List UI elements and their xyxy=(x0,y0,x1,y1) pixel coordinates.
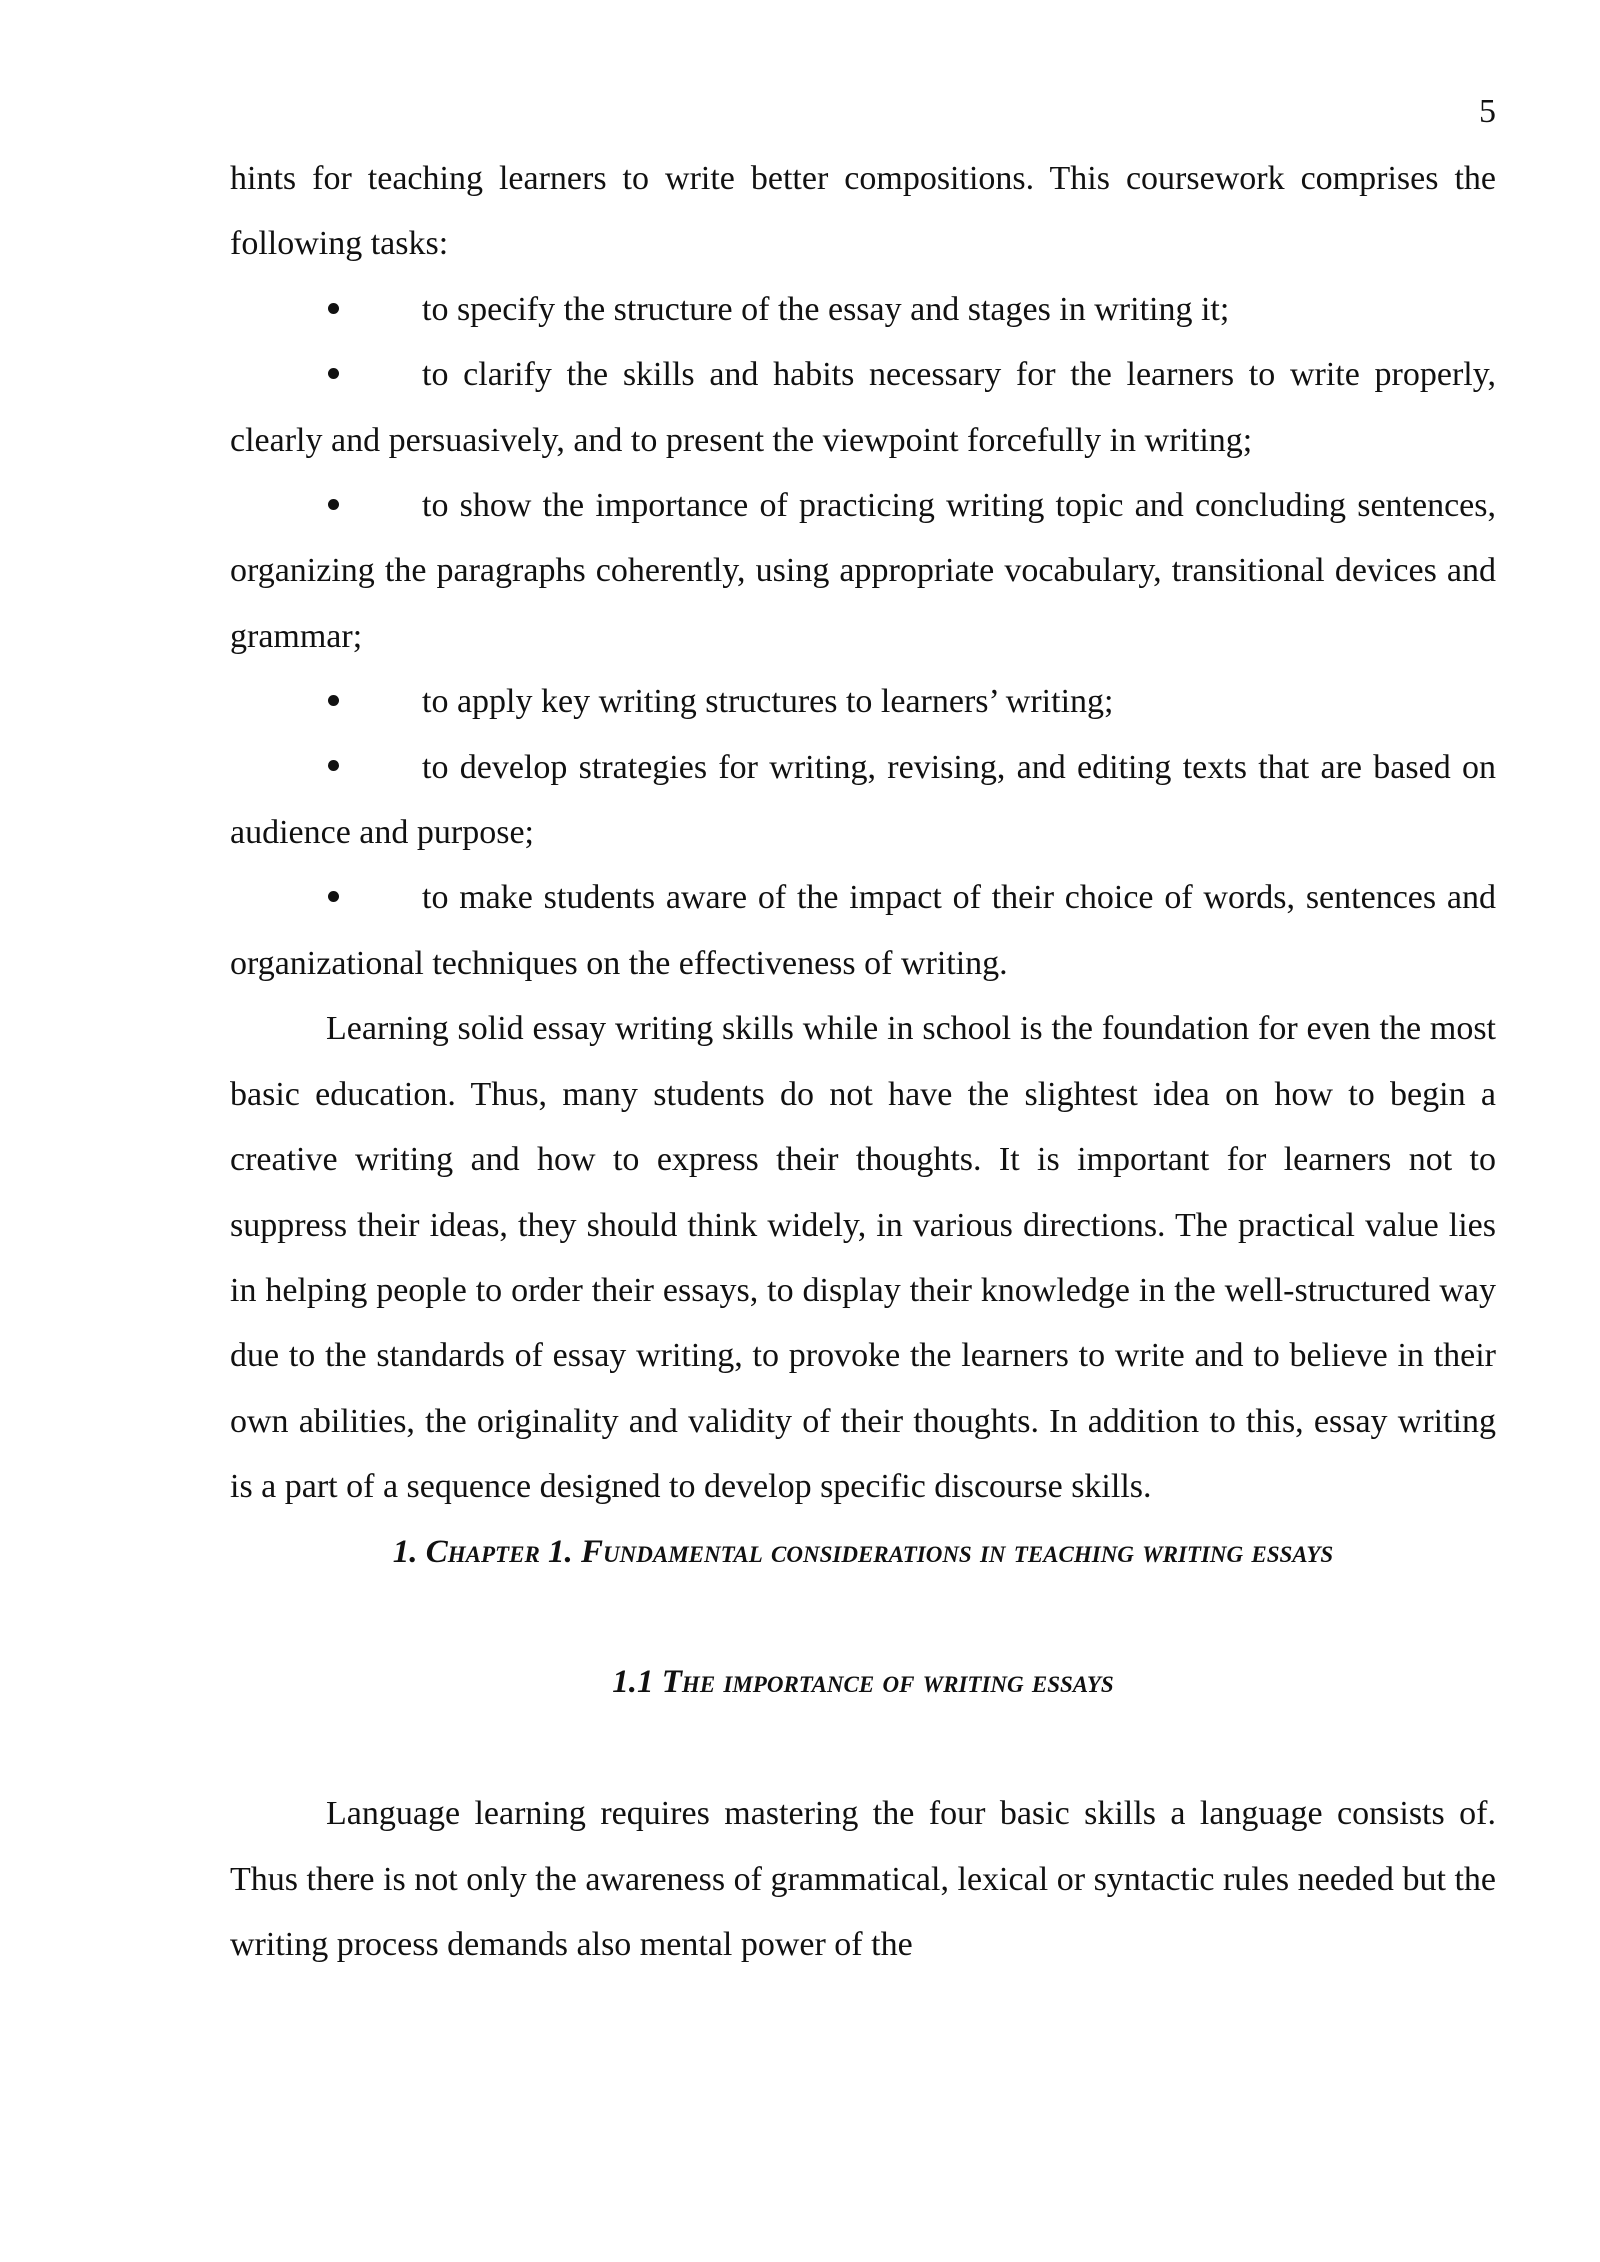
list-item-text: to clarify the skills and habits necessary for the learners to write properly, clearly and persuasively, and to present the viewpoint forcefully in writing; xyxy=(230,356,1496,459)
list-item-text: to make students aware of the impact of their choice of words, sentences and organizational techniques on the effectiveness of writing. xyxy=(230,879,1496,982)
bullet-icon xyxy=(230,669,422,734)
intro-paragraph: hints for teaching learners to write better compositions. This coursework comprises the following tasks: xyxy=(230,160,1496,263)
page-body xyxy=(230,146,1496,1977)
list-item xyxy=(230,865,1496,996)
body-paragraph: Language learning requires mastering the four basic skills a language consists of. Thus there is not only the awareness of grammatical, lexical or syntactic rules needed but the writing process demands also mental power of the xyxy=(230,1795,1496,1963)
list-item-text: to apply key writing structures to learners’ writing; xyxy=(422,683,1114,721)
list-item-text: to specify the structure of the essay and stages in writing it; xyxy=(422,290,1230,328)
list-item xyxy=(230,735,1496,866)
body-paragraph: Learning solid essay writing skills while in school is the foundation for even the most basic education. Thus, many students do not have the slightest idea on how to begin a creative writing and how to express their thoughts. It is important for learners not to suppress their ideas, they should think widely, in various directions. The practical value lies in helping people to order their essays, to display their knowledge in the well-structured way due to the standards of essay writing, to provoke the learners to write and to believe in their own abilities, the originality and validity of their thoughts. In addition to this, essay writing is a part of a sequence designed to develop specific discourse skills. xyxy=(230,1010,1496,1506)
list-item xyxy=(230,473,1496,669)
list-item-text: to develop strategies for writing, revising, and editing texts that are based on audience and purpose; xyxy=(230,748,1496,852)
list-item xyxy=(230,277,1496,342)
bullet-icon xyxy=(230,342,422,407)
bullet-icon xyxy=(230,735,422,800)
bullet-icon xyxy=(230,865,422,930)
bullet-icon xyxy=(230,473,422,538)
chapter-heading: 1. Chapter 1. Fundamental considerations in teaching writing essays xyxy=(392,1533,1334,1570)
page-number: 5 xyxy=(1479,93,1496,130)
list-item xyxy=(230,669,1496,734)
section-heading: 1.1 The importance of writing essays xyxy=(612,1664,1114,1701)
bullet-icon xyxy=(230,277,422,342)
task-list xyxy=(230,277,1496,996)
list-item xyxy=(230,342,1496,473)
list-item-text: to show the importance of practicing writing topic and concluding sentences, organizing the paragraphs coherently, using appropriate vocabulary, transitional devices and grammar; xyxy=(230,487,1496,655)
